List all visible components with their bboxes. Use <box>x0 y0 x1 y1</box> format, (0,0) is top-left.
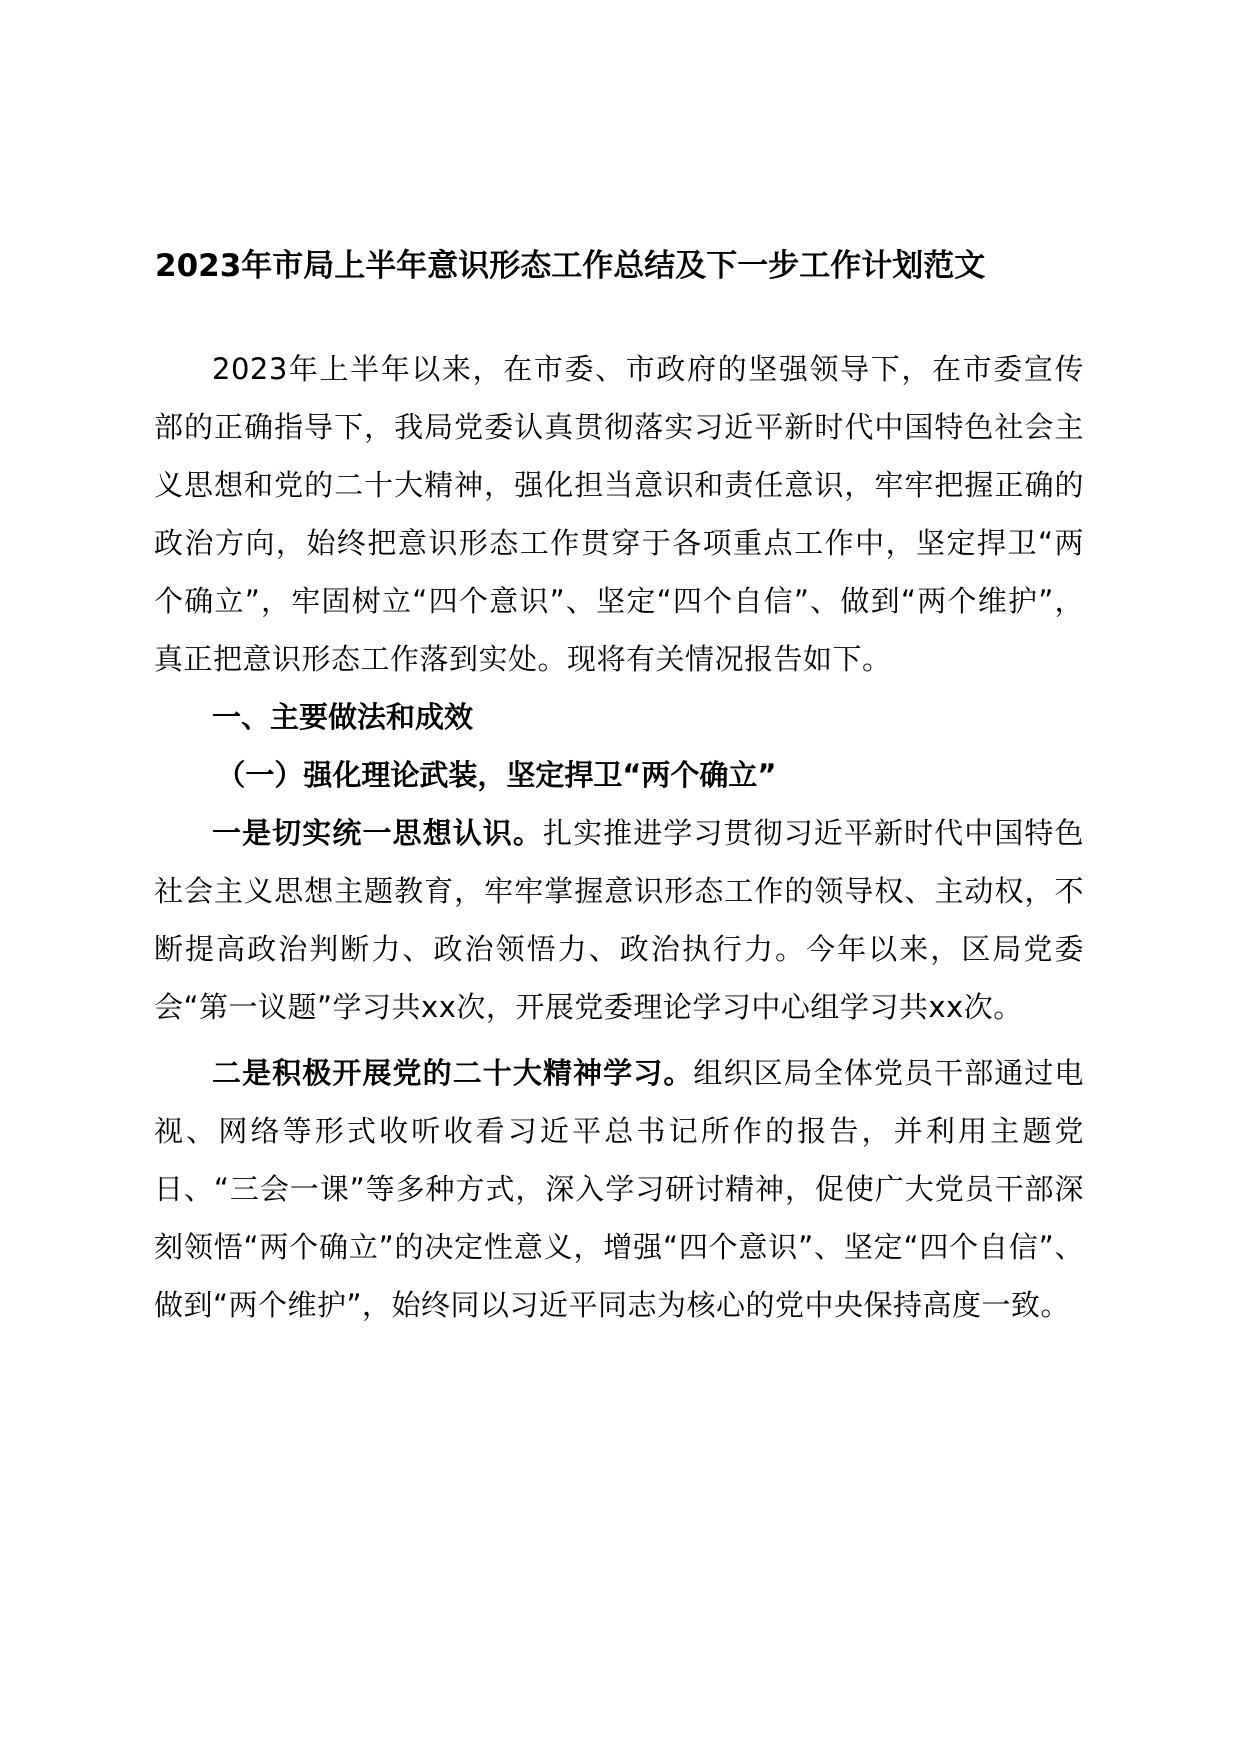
point-one-text: 扎实推进学习贯彻习近平新时代中国特色社会主义思想主题教育，牢牢掌握意识形态工作的领导权、主动权，不断提高政治判断力、政治领悟力、政治执行力。今年以来，区局党委会“第一议题”学习共xx次，开展党委理论学习中心组学习共xx次。 <box>154 816 1084 1024</box>
point-two-lead: 二是积极开展党的二十大精神学习。 <box>212 1056 694 1090</box>
paragraph-gap <box>154 1036 1084 1044</box>
point-two-paragraph <box>154 1044 1084 1334</box>
point-one-lead: 一是切实统一思想认识。 <box>212 816 543 850</box>
section-heading: 一、主要做法和成效 <box>212 700 474 734</box>
subsection-heading: （一）强化理论武装，坚定捍卫“两个确立” <box>216 758 777 792</box>
document-title: 2023年市局上半年意识形态工作总结及下一步工作计划范文 <box>155 248 986 284</box>
point-one-paragraph <box>154 804 1084 1036</box>
document-body <box>154 340 1084 1334</box>
intro-paragraph: 2023年上半年以来，在市委、市政府的坚强领导下，在市委宣传部的正确指导下，我局党委认真贯彻落实习近平新时代中国特色社会主义思想和党的二十大精神，强化担当意识和责任意识，牢牢把握正确的政治方向，始终把意识形态工作贯穿于各项重点工作中，坚定捍卫“两个确立”，牢固树立“四个意识”、坚定“四个自信”、做到“两个维护”，真正把意识形态工作落到实处。现将有关情况报告如下。 <box>154 352 1084 676</box>
point-two-text: 组织区局全体党员干部通过电视、网络等形式收听收看习近平总书记所作的报告，并利用主题党日、“三会一课”等多种方式，深入学习研讨精神，促使广大党员干部深刻领悟“两个确立”的决定性意义，增强“四个意识”、坚定“四个自信”、做到“两个维护”，始终同以习近平同志为核心的党中央保持高度一致。 <box>154 1056 1084 1322</box>
